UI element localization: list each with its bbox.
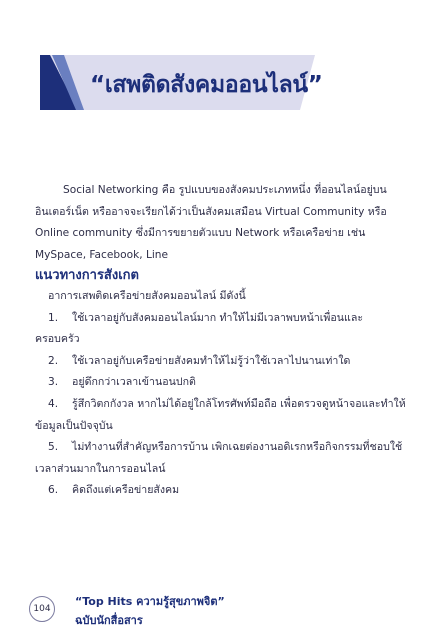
list-item [35, 437, 407, 480]
section-heading: แนวทางการสังเกต [35, 268, 139, 283]
list-item-number: 6. [48, 484, 59, 497]
intro-text: Social Networking คือ รูปแบบของสังคมประเภทหนึ่ง ที่ออนไลน์อยู่บนอินเตอร์เน็ต หรืออาจจะเรียกได้ว่าเป็นสังคมเสมือน Virtual Community หรือ Online community ซึ่งมีการขยายตัวแบบ Network หรือเครือข่าย เช่น MySpace, Facebook, Line [35, 184, 387, 261]
list-item-number: 5. [48, 441, 59, 454]
list-item-text: ไม่ทำงานที่สำคัญหรือการบ้าน เพิกเฉยต่องานอดิเรกหรือกิจกรรมที่ชอบใช้เวลาส่วนมากในการออนไลน์ [35, 441, 403, 475]
list-item [35, 372, 407, 394]
list-item [35, 394, 407, 437]
list-item-text: รู้สึกวิตกกังวล หากไม่ได้อยู่ใกล้โทรศัพท์มือถือ เพื่อตรวจดูหน้าจอและทำให้ข้อมูลเป็นปัจจุบัน [35, 397, 406, 432]
list-item [35, 351, 407, 373]
list-item-text: อยู่ดึกกว่าเวลาเข้านอนปกติ [72, 376, 196, 389]
list-item-text: ใช้เวลาอยู่กับสังคมออนไลน์มาก ทำให้ไม่มีเวลาพบหน้าเพื่อนและครอบครัว [35, 311, 364, 346]
title-banner [40, 55, 323, 110]
list-item-text: ใช้เวลาอยู่กับเครือข่ายสังคมทำให้ไม่รู้ว่าใช้เวลาไปนานเท่าใด [72, 354, 351, 367]
list-lead: อาการเสพติดเครือข่ายสังคมออนไลน์ มีดังนี้ [48, 290, 246, 302]
list-item-number: 1. [48, 311, 59, 324]
list-item-number: 2. [48, 354, 59, 367]
intro-paragraph [35, 180, 407, 266]
footer-edition: ฉบับนักสื่อสาร [75, 614, 143, 627]
observation-list [35, 286, 407, 502]
list-item-number: 4. [48, 397, 59, 410]
list-item [35, 308, 407, 351]
page-number-badge: 104 [29, 596, 55, 622]
page-title: “เสพติดสังคมออนไลน์” [90, 72, 323, 98]
footer-series-title: “Top Hits ความรู้สุขภาพจิต” [75, 595, 225, 608]
list-item-text: คิดถึงแต่เครือข่ายสังคม [72, 484, 180, 497]
list-item-number: 3. [48, 376, 59, 389]
list-item [35, 480, 407, 502]
